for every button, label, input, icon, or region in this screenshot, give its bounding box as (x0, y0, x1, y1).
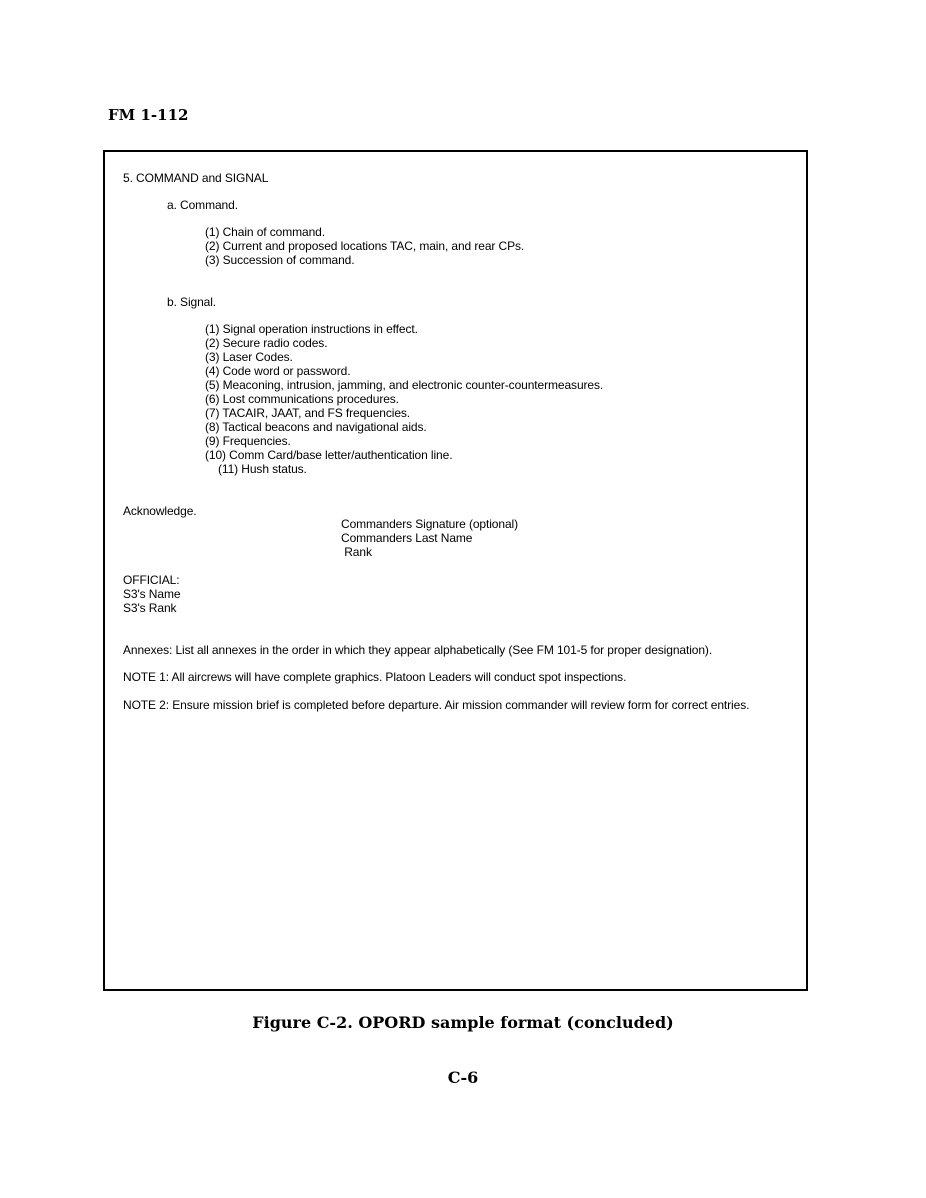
signal-subheading: b. Signal. (167, 295, 217, 309)
signal-item: (6) Lost communications procedures. (205, 392, 399, 406)
signal-item: (9) Frequencies. (205, 434, 291, 448)
official-label: OFFICIAL: (123, 573, 180, 587)
annexes-line: Annexes: List all annexes in the order in which they appear alphabetically (See FM 101-5 for proper designation). (123, 643, 713, 657)
signal-item: (5) Meaconing, intrusion, jamming, and electronic counter-countermeasures. (205, 378, 604, 392)
note-2: NOTE 2: Ensure mission brief is completed before departure. Air mission commander will review form for correct entries. (123, 698, 750, 712)
command-item: (2) Current and proposed locations TAC, main, and rear CPs. (205, 239, 525, 253)
command-subheading: a. Command. (167, 198, 238, 212)
commander-name-line: Commanders Last Name (341, 531, 473, 545)
command-item: (3) Succession of command. (205, 253, 355, 267)
page-number: C-6 (447, 1068, 479, 1087)
document-id-header: FM 1-112 (108, 106, 189, 124)
acknowledge-line: Acknowledge. (123, 504, 197, 518)
figure-caption: Figure C-2. OPORD sample format (concluded) (252, 1013, 674, 1032)
section-heading: 5. COMMAND and SIGNAL (123, 171, 269, 185)
command-item: (1) Chain of command. (205, 225, 325, 239)
commander-rank-line: Rank (341, 545, 372, 559)
note-1: NOTE 1: All aircrews will have complete graphics. Platoon Leaders will conduct spot inspections. (123, 670, 627, 684)
signal-item: (1) Signal operation instructions in effect. (205, 322, 418, 336)
signal-item: (4) Code word or password. (205, 364, 351, 378)
figure-frame (103, 150, 808, 991)
signal-item: (2) Secure radio codes. (205, 336, 328, 350)
signature-line: Commanders Signature (optional) (341, 517, 518, 531)
s3-name: S3's Name (123, 587, 181, 601)
signal-item: (11) Hush status. (218, 462, 307, 476)
signal-item: (8) Tactical beacons and navigational aids. (205, 420, 427, 434)
s3-rank: S3's Rank (123, 601, 177, 615)
signal-item: (7) TACAIR, JAAT, and FS frequencies. (205, 406, 411, 420)
signal-item: (10) Comm Card/base letter/authentication line. (205, 448, 453, 462)
signal-item: (3) Laser Codes. (205, 350, 293, 364)
